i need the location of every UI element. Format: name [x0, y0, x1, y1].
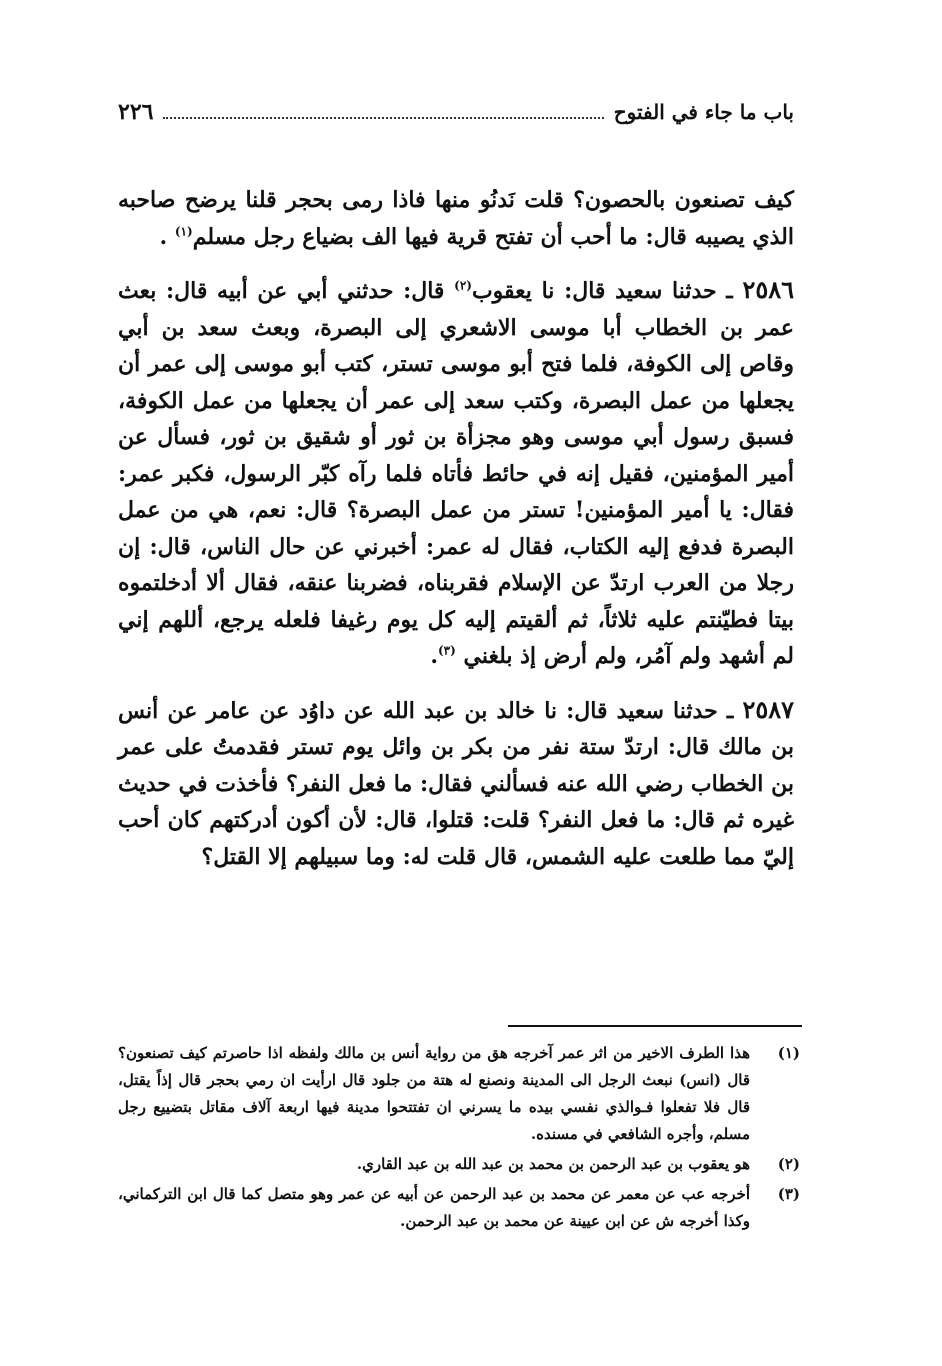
- hadith-2586: [118, 272, 794, 675]
- footnote-mark: (٣): [777, 1185, 800, 1203]
- hadith-text: قال: حدثني أبي عن أبيه قال: بعث عمر بن الخطاب أبا موسى الاشعري إلى البصرة، وبعث سعد بن أبي وقاص إلى الكوفة، فلما فتح أبو موسى تستر، كتب أبو موسى إلى عمر أن يجعلها من عمل البصرة، وكتب سعد إلى عمر أن يجعلها من عمل الكوفة، فسبق رسول أبي موسى وهو مجزأة بن ثور أو شقيق بن ثور، فسأل عن أمير المؤمنين، فقيل إنه في حائط فأتاه فلما رآه كبّر الرسول، فكبر عمر: فقال: يا أمير المؤمنين! تستر من عمل البصرة؟ قال: نعم، هي من عمل البصرة فدفع إليه الكتاب، فقال له عمر: أخبرني عن حال الناس، قال: إن رجلا من العرب ارتدّ عن الإسلام فقربناه، فضربنا عنقه، فقال ألا أدخلتموه بيتا فطيّنتم عليه ثلاثاً، ثم ألقيتم إليه كل يوم رغيفا فلعله يرجع، أللهم إني لم أشهد ولم آمُر، ولم أرض إذ بلغني: [118, 278, 794, 669]
- footnote-text: هذا الطرف الاخير من اثر عمر آخرجه هق من رواية أنس بن مالك ولفظه اذا حاصرتم كيف تصنعون؟ قال (انس) نبعث الرجل الى المدينة ونصنع له هتة من جلود قال ارأيت ان رمي بحجر قال إذاً يقتل، قال فلا تفعلوا فـوالذي نفسي بيده ما يسرني ان تفتتحوا مدينة فيها اربعة آلاف مقاتل بتضييع رجل مسلم، وأجره الشافعي في مسنده.: [118, 1044, 750, 1143]
- footnote-1: [118, 1040, 800, 1148]
- footnote-mark: (١): [777, 1044, 800, 1062]
- hadith-2587: [118, 692, 794, 876]
- hadith-number: ٢٥٨٦: [742, 275, 794, 304]
- paragraph-text: كيف تصنعون بالحصون؟ قلت نَدنُو منها فاذا رمى بحجر قلنا يرضح صاحبه الذي يصيبه قال: ما أحب أن تفتح قرية فيها الف بضياع رجل مسلم: [118, 187, 794, 250]
- running-header: [118, 92, 794, 132]
- page-number: ٢٢٦: [118, 99, 154, 125]
- footnote-ref[interactable]: (١): [174, 224, 193, 239]
- header-dotted-leader: [163, 117, 603, 119]
- footnote-text: هو يعقوب بن عبد الرحمن بن محمد بن عبد الله بن عبد القاري.: [356, 1155, 750, 1173]
- footnote-ref[interactable]: (٢): [454, 278, 472, 293]
- footnote-ref[interactable]: (٣): [437, 643, 456, 658]
- hadith-text: ـ حدثنا سعيد قال: نا خالد بن عبد الله عن داوُد عن عامر عن أنس بن مالك قال: ارتدّ ستة نفر من بكر بن وائل يوم تستر فقدمتُ على عمر بن الخطاب رضي الله عنه فسألني فقال: ما فعل النفر؟ فأخذت في حديث غيره ثم قال: ما فعل النفر؟ قلت: قتلوا، قال: لأن أكون أدركتهم كان أحب إليّ مما طلعت عليه الشمس، قال قلت له: وما سبيلهم إلا القتل؟: [118, 697, 794, 870]
- paragraph-continuation: [118, 182, 794, 255]
- hadith-lead: ـ حدثنا سعيد قال: نا يعقوب: [471, 278, 743, 304]
- footnote-divider: [508, 1025, 802, 1027]
- footnote-3: [118, 1181, 800, 1235]
- footnote-mark: (٢): [777, 1155, 800, 1173]
- paragraph-end: .: [159, 223, 168, 250]
- footnote-2: [118, 1151, 800, 1178]
- footnote-text: أخرجه عب عن معمر عن محمد بن عبد الرحمن عن أبيه عن عمر وهو متصل كما قال ابن التركماني، وكذا أخرجه ش عن ابن عيينة عن محمد بن عبد الرحمن.: [118, 1185, 750, 1230]
- footnotes: [118, 1040, 800, 1238]
- main-text: [118, 182, 794, 875]
- hadith-number: ٢٥٨٧: [742, 694, 794, 724]
- paragraph-end: .: [430, 643, 438, 669]
- chapter-title: باب ما جاء في الفتوح: [613, 100, 794, 124]
